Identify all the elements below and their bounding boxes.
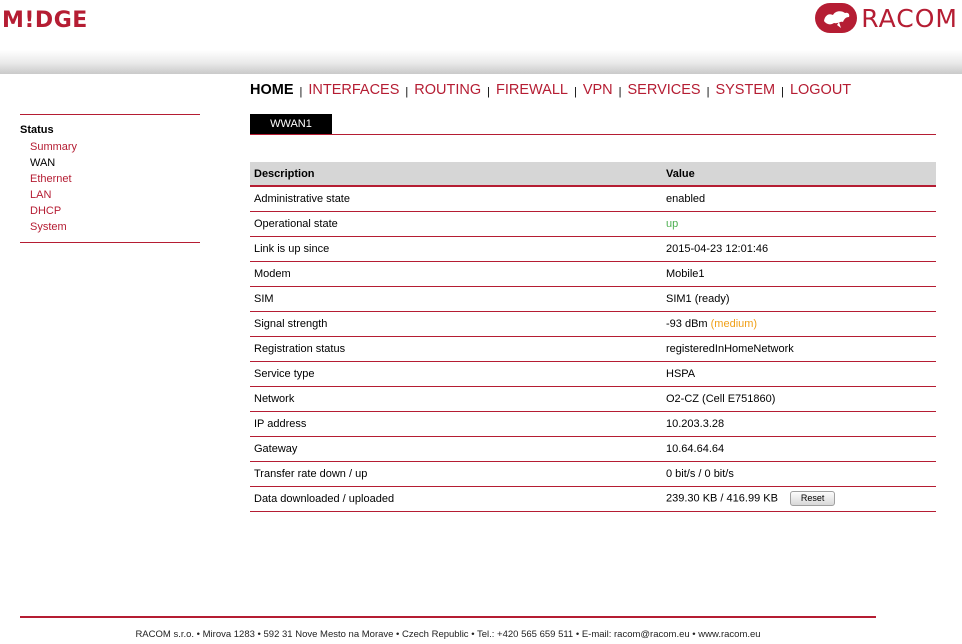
nav-logout[interactable]: LOGOUT (789, 82, 852, 98)
row-value: registeredInHomeNetwork (662, 336, 936, 361)
nav-system[interactable]: SYSTEM (715, 82, 776, 98)
racom-wordmark: RACOM (861, 3, 958, 33)
row-value-status-up: up (662, 211, 936, 236)
table-row (250, 461, 936, 486)
row-description: IP address (250, 411, 662, 436)
page-header (0, 0, 962, 74)
row-value: 2015-04-23 12:01:46 (662, 236, 936, 261)
sidebar-item-label[interactable]: DHCP (30, 205, 62, 217)
row-description: Registration status (250, 336, 662, 361)
nav-home[interactable]: HOME (250, 82, 294, 98)
nav-separator: | (405, 86, 409, 98)
signal-quality: (medium) (710, 317, 758, 330)
table-row (250, 311, 936, 336)
table-row (250, 411, 936, 436)
nav-separator: | (573, 86, 577, 98)
row-value: 10.64.64.64 (662, 436, 936, 461)
table-row (250, 386, 936, 411)
table-row (250, 211, 936, 236)
row-description: Transfer rate down / up (250, 461, 662, 486)
row-description: Signal strength (250, 311, 662, 336)
table-header-row (250, 162, 936, 186)
nav-separator: | (781, 86, 784, 98)
main-nav (250, 82, 851, 98)
row-description: Gateway (250, 436, 662, 461)
sidebar-item-summary[interactable] (20, 139, 200, 155)
row-description: Link is up since (250, 236, 662, 261)
row-value: HSPA (662, 361, 936, 386)
table-row (250, 336, 936, 361)
nav-separator: | (487, 86, 490, 98)
row-value: 0 bit/s / 0 bit/s (662, 461, 936, 486)
row-description: Administrative state (250, 186, 662, 211)
status-sidebar (20, 114, 200, 243)
row-value: Mobile1 (662, 261, 936, 286)
sidebar-item-label[interactable]: Summary (30, 141, 78, 153)
data-transfer-value: 239.30 KB / 416.99 KB (666, 492, 778, 505)
column-header-description: Description (250, 162, 662, 186)
sidebar-item-label[interactable]: LAN (30, 189, 52, 201)
table-row (250, 261, 936, 286)
column-header-value: Value (662, 162, 936, 186)
nav-services[interactable]: SERVICES (627, 82, 701, 98)
racom-logo-mark-icon (815, 3, 857, 33)
row-description: Service type (250, 361, 662, 386)
sidebar-item-label[interactable]: System (30, 221, 67, 233)
footer-divider (20, 616, 876, 618)
table-row (250, 286, 936, 311)
sidebar-item-system[interactable] (20, 219, 200, 235)
table-row (250, 236, 936, 261)
nav-separator: | (618, 86, 622, 98)
table-row (250, 186, 936, 211)
sidebar-item-label[interactable]: Ethernet (30, 173, 72, 185)
tab-wwan1[interactable]: WWAN1 (250, 114, 332, 134)
row-description: Operational state (250, 211, 662, 236)
row-description: SIM (250, 286, 662, 311)
sidebar-item-lan[interactable] (20, 187, 200, 203)
nav-interfaces[interactable]: INTERFACES (308, 82, 400, 98)
interface-tabs (250, 114, 936, 135)
footer-contact: RACOM s.r.o. • Mirova 1283 • 592 31 Nove Mesto na Morave • Czech Republic • Tel.: +420 565 659 511 • E-mail: racom@racom.eu • www.racom.eu (135, 629, 761, 640)
row-value-data-transfer (662, 486, 936, 511)
header-gradient-bar (0, 50, 962, 74)
row-description: Network (250, 386, 662, 411)
row-description: Modem (250, 261, 662, 286)
midge-logo[interactable]: M!DGE (2, 8, 88, 33)
sidebar-item-ethernet[interactable] (20, 171, 200, 187)
reset-counters-button[interactable]: Reset (790, 491, 836, 506)
row-value: 10.203.3.28 (662, 411, 936, 436)
sidebar-item-wan[interactable]: WAN (30, 157, 56, 169)
row-description: Data downloaded / uploaded (250, 486, 662, 511)
row-value-signal (662, 311, 936, 336)
nav-firewall[interactable]: FIREWALL (495, 82, 568, 98)
table-row (250, 436, 936, 461)
wwan-status-table (250, 162, 936, 512)
racom-logo[interactable] (815, 2, 958, 34)
table-row (250, 361, 936, 386)
sidebar-item-dhcp[interactable] (20, 203, 200, 219)
sidebar-title: Status (20, 124, 54, 136)
row-value: enabled (662, 186, 936, 211)
nav-separator: | (706, 86, 710, 98)
row-value: SIM1 (ready) (662, 286, 936, 311)
row-value: O2-CZ (Cell E751860) (662, 386, 936, 411)
nav-routing[interactable]: ROUTING (414, 82, 482, 98)
table-row (250, 486, 936, 511)
nav-vpn[interactable]: VPN (582, 82, 613, 98)
nav-separator: | (299, 86, 303, 98)
signal-value: -93 dBm (666, 317, 708, 330)
